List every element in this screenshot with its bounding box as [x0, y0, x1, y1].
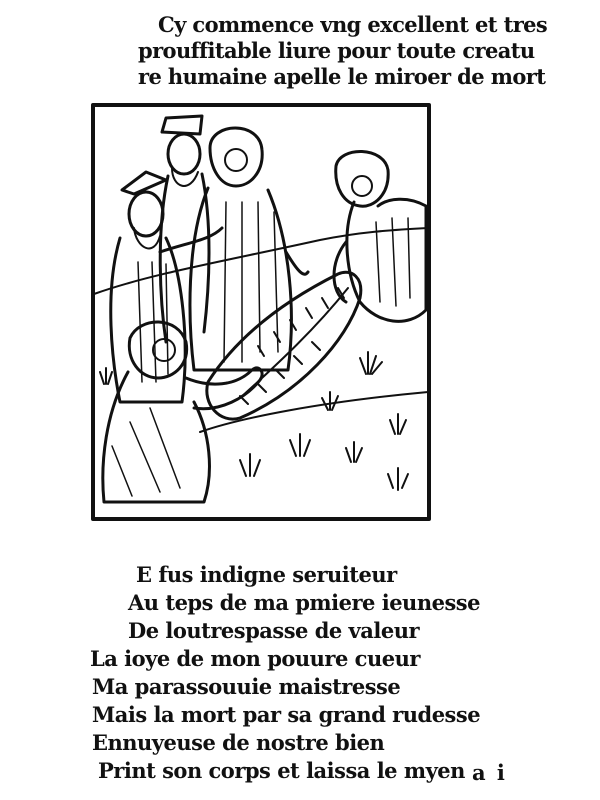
- verse-line-3: De loutrespasse de valeur: [128, 618, 420, 643]
- verse-line-4: La ioye de mon pouure cueur: [90, 646, 420, 671]
- verse-line-5: Ma parassouuie maistresse: [92, 674, 401, 699]
- figure-bearded-man-left: [111, 172, 222, 402]
- heading-line-2: prouffitable liure pour toute creatu: [138, 38, 535, 63]
- signature-mark: a i: [472, 760, 507, 785]
- verse-line-7: Ennuyeuse de nostre bien: [92, 730, 385, 755]
- figure-hooded-mourner-right: [334, 151, 426, 321]
- verse-line-8: Print son corps et laissa le myen: [98, 758, 465, 783]
- grass-tufts: [100, 352, 408, 490]
- heading-line-3: re humaine apelle le miroer de mort: [138, 64, 546, 89]
- verse-line-2: Au teps de ma pmiere ieunesse: [128, 590, 480, 615]
- woodcut-illustration: [90, 102, 432, 522]
- foreground-curve: [200, 392, 428, 432]
- heading-line-1: Cy commence vng excellent et tres: [158, 12, 548, 37]
- figure-kneeling-foreground: [103, 322, 262, 502]
- verse-line-6: Mais la mort par sa grand rudesse: [92, 702, 481, 727]
- verse-line-1: E fus indigne seruiteur: [136, 562, 397, 587]
